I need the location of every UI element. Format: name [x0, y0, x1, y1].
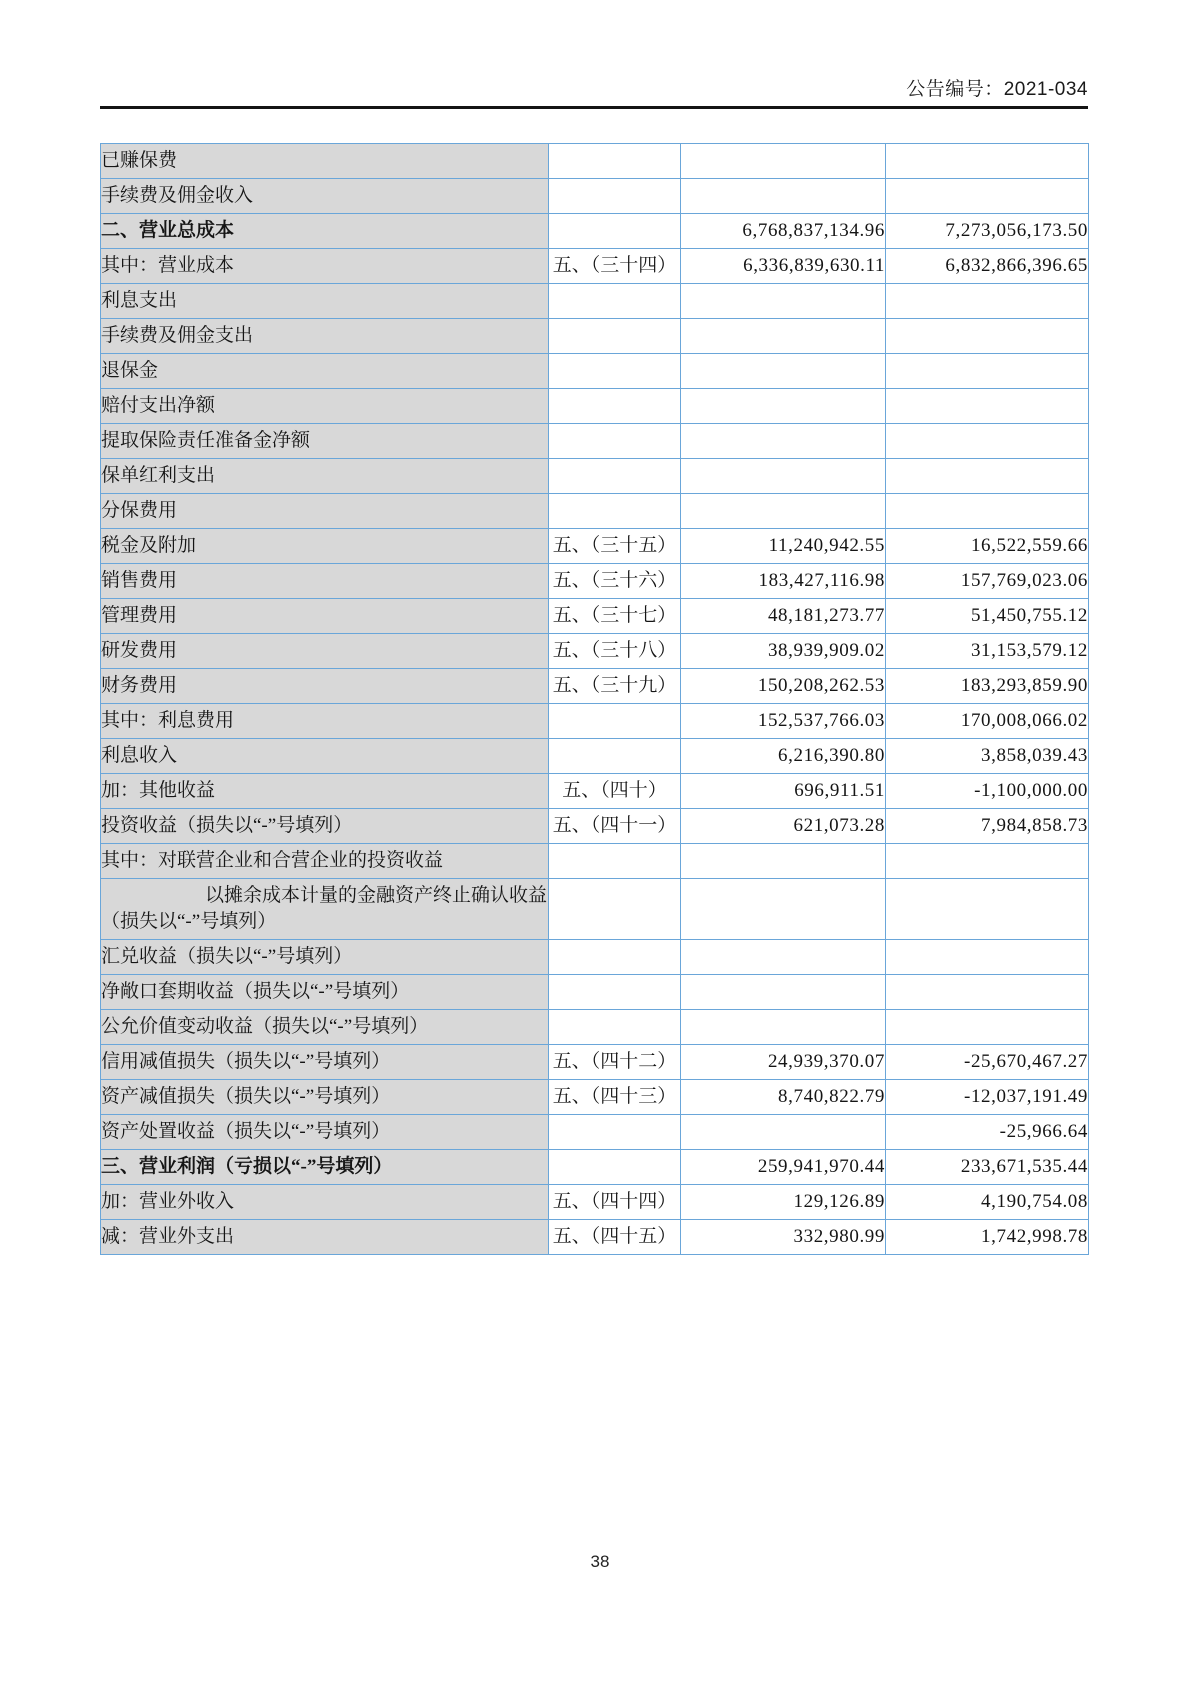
row-label: 利息支出: [101, 284, 549, 319]
row-label: 三、营业利润（亏损以“-”号填列）: [101, 1150, 549, 1185]
row-label: 加：其他收益: [101, 774, 549, 809]
amount-prior-period: [886, 389, 1089, 424]
note-reference: 五、（三十四）: [549, 249, 681, 284]
amount-current-period: [681, 424, 886, 459]
table-row: [101, 529, 1089, 564]
header-divider: [100, 106, 1088, 109]
amount-prior-period: 183,293,859.90: [886, 669, 1089, 704]
amount-current-period: [681, 975, 886, 1010]
amount-prior-period: [886, 844, 1089, 879]
row-label: 以摊余成本计量的金融资产终止确认收益（损失以“-”号填列）: [101, 879, 549, 940]
note-reference: [549, 284, 681, 319]
page-number: 38: [590, 1552, 610, 1571]
table-row: [101, 1045, 1089, 1080]
amount-current-period: [681, 844, 886, 879]
amount-prior-period: 4,190,754.08: [886, 1185, 1089, 1220]
note-reference: [549, 389, 681, 424]
amount-prior-period: [886, 459, 1089, 494]
amount-current-period: [681, 389, 886, 424]
amount-prior-period: 51,450,755.12: [886, 599, 1089, 634]
table-row: [101, 179, 1089, 214]
note-reference: 五、（四十五）: [549, 1220, 681, 1255]
table-row: [101, 1220, 1089, 1255]
row-label: 投资收益（损失以“-”号填列）: [101, 809, 549, 844]
table-row: [101, 1080, 1089, 1115]
table-row: [101, 1115, 1089, 1150]
amount-current-period: 150,208,262.53: [681, 669, 886, 704]
table-row: [101, 424, 1089, 459]
amount-prior-period: [886, 179, 1089, 214]
amount-current-period: [681, 879, 886, 940]
amount-prior-period: 1,742,998.78: [886, 1220, 1089, 1255]
row-label: 提取保险责任准备金净额: [101, 424, 549, 459]
row-label: 其中：利息费用: [101, 704, 549, 739]
row-label: 减：营业外支出: [101, 1220, 549, 1255]
table-row: [101, 494, 1089, 529]
row-label: 手续费及佣金收入: [101, 179, 549, 214]
amount-current-period: [681, 354, 886, 389]
note-reference: [549, 1115, 681, 1150]
amount-prior-period: -12,037,191.49: [886, 1080, 1089, 1115]
amount-current-period: [681, 284, 886, 319]
note-reference: [549, 354, 681, 389]
amount-prior-period: [886, 1010, 1089, 1045]
amount-prior-period: [886, 494, 1089, 529]
announcement-number: [100, 74, 1088, 101]
note-reference: 五、（四十）: [549, 774, 681, 809]
row-label: 管理费用: [101, 599, 549, 634]
note-reference: [549, 424, 681, 459]
table-row: [101, 879, 1089, 940]
amount-prior-period: [886, 879, 1089, 940]
amount-current-period: [681, 494, 886, 529]
amount-current-period: 129,126.89: [681, 1185, 886, 1220]
note-reference: [549, 739, 681, 774]
table-row: [101, 319, 1089, 354]
note-reference: 五、（三十七）: [549, 599, 681, 634]
row-label: 手续费及佣金支出: [101, 319, 549, 354]
amount-current-period: [681, 1010, 886, 1045]
row-label: 退保金: [101, 354, 549, 389]
row-label: 销售费用: [101, 564, 549, 599]
amount-prior-period: [886, 940, 1089, 975]
amount-prior-period: [886, 144, 1089, 179]
amount-current-period: 38,939,909.02: [681, 634, 886, 669]
row-label: 财务费用: [101, 669, 549, 704]
amount-prior-period: [886, 319, 1089, 354]
amount-current-period: 24,939,370.07: [681, 1045, 886, 1080]
amount-prior-period: -25,670,467.27: [886, 1045, 1089, 1080]
table-row: [101, 389, 1089, 424]
table-row: [101, 1010, 1089, 1045]
note-reference: 五、（三十六）: [549, 564, 681, 599]
table-row: [101, 940, 1089, 975]
amount-current-period: 259,941,970.44: [681, 1150, 886, 1185]
row-label: 税金及附加: [101, 529, 549, 564]
table-row: [101, 459, 1089, 494]
note-reference: 五、（四十一）: [549, 809, 681, 844]
amount-prior-period: 233,671,535.44: [886, 1150, 1089, 1185]
amount-current-period: 6,216,390.80: [681, 739, 886, 774]
amount-current-period: [681, 144, 886, 179]
row-label: 其中：营业成本: [101, 249, 549, 284]
amount-prior-period: 170,008,066.02: [886, 704, 1089, 739]
amount-prior-period: [886, 354, 1089, 389]
table-row: [101, 249, 1089, 284]
amount-current-period: 332,980.99: [681, 1220, 886, 1255]
note-reference: [549, 1150, 681, 1185]
amount-current-period: 152,537,766.03: [681, 704, 886, 739]
table-row: [101, 669, 1089, 704]
note-reference: [549, 879, 681, 940]
row-label: 研发费用: [101, 634, 549, 669]
note-reference: [549, 179, 681, 214]
table-row: [101, 634, 1089, 669]
note-reference: 五、（四十四）: [549, 1185, 681, 1220]
row-label: 信用减值损失（损失以“-”号填列）: [101, 1045, 549, 1080]
amount-current-period: 48,181,273.77: [681, 599, 886, 634]
row-label: 公允价值变动收益（损失以“-”号填列）: [101, 1010, 549, 1045]
amount-current-period: 696,911.51: [681, 774, 886, 809]
amount-prior-period: 6,832,866,396.65: [886, 249, 1089, 284]
amount-current-period: [681, 179, 886, 214]
row-label: 分保费用: [101, 494, 549, 529]
row-label: 已赚保费: [101, 144, 549, 179]
note-reference: 五、（三十五）: [549, 529, 681, 564]
row-label: 二、营业总成本: [101, 214, 549, 249]
amount-current-period: 11,240,942.55: [681, 529, 886, 564]
row-label: 保单红利支出: [101, 459, 549, 494]
table-row: [101, 284, 1089, 319]
amount-current-period: [681, 1115, 886, 1150]
table-row: [101, 774, 1089, 809]
note-reference: [549, 494, 681, 529]
note-reference: [549, 1010, 681, 1045]
note-reference: 五、（三十八）: [549, 634, 681, 669]
table-row: [101, 354, 1089, 389]
amount-current-period: 8,740,822.79: [681, 1080, 886, 1115]
amount-prior-period: 7,273,056,173.50: [886, 214, 1089, 249]
table-row: [101, 844, 1089, 879]
note-reference: [549, 214, 681, 249]
row-label: 加：营业外收入: [101, 1185, 549, 1220]
income-statement-body: [101, 144, 1089, 1255]
announcement-number-text: 公告编号：2021-034: [906, 79, 1088, 100]
table-row: [101, 599, 1089, 634]
table-row: [101, 1150, 1089, 1185]
note-reference: [549, 940, 681, 975]
amount-prior-period: -1,100,000.00: [886, 774, 1089, 809]
row-label: 其中：对联营企业和合营企业的投资收益: [101, 844, 549, 879]
table-row: [101, 144, 1089, 179]
amount-current-period: [681, 940, 886, 975]
row-label: 利息收入: [101, 739, 549, 774]
amount-prior-period: 7,984,858.73: [886, 809, 1089, 844]
table-row: [101, 1185, 1089, 1220]
note-reference: [549, 459, 681, 494]
amount-prior-period: 157,769,023.06: [886, 564, 1089, 599]
amount-current-period: [681, 459, 886, 494]
table-row: [101, 739, 1089, 774]
table-row: [101, 809, 1089, 844]
note-reference: 五、（三十九）: [549, 669, 681, 704]
row-label: 资产减值损失（损失以“-”号填列）: [101, 1080, 549, 1115]
amount-prior-period: -25,966.64: [886, 1115, 1089, 1150]
note-reference: [549, 144, 681, 179]
amount-current-period: 183,427,116.98: [681, 564, 886, 599]
amount-current-period: [681, 319, 886, 354]
table-row: [101, 975, 1089, 1010]
note-reference: 五、（四十二）: [549, 1045, 681, 1080]
table-row: [101, 564, 1089, 599]
amount-prior-period: [886, 284, 1089, 319]
amount-prior-period: [886, 975, 1089, 1010]
note-reference: 五、（四十三）: [549, 1080, 681, 1115]
note-reference: [549, 704, 681, 739]
amount-prior-period: [886, 424, 1089, 459]
row-label: 赔付支出净额: [101, 389, 549, 424]
table-row: [101, 704, 1089, 739]
row-label: 资产处置收益（损失以“-”号填列）: [101, 1115, 549, 1150]
amount-prior-period: 16,522,559.66: [886, 529, 1089, 564]
note-reference: [549, 844, 681, 879]
note-reference: [549, 975, 681, 1010]
amount-current-period: 621,073.28: [681, 809, 886, 844]
row-label: 汇兑收益（损失以“-”号填列）: [101, 940, 549, 975]
row-label: 净敞口套期收益（损失以“-”号填列）: [101, 975, 549, 1010]
amount-current-period: 6,336,839,630.11: [681, 249, 886, 284]
note-reference: [549, 319, 681, 354]
table-row: [101, 214, 1089, 249]
amount-prior-period: 3,858,039.43: [886, 739, 1089, 774]
amount-current-period: 6,768,837,134.96: [681, 214, 886, 249]
income-statement-table: [100, 143, 1089, 1255]
amount-prior-period: 31,153,579.12: [886, 634, 1089, 669]
